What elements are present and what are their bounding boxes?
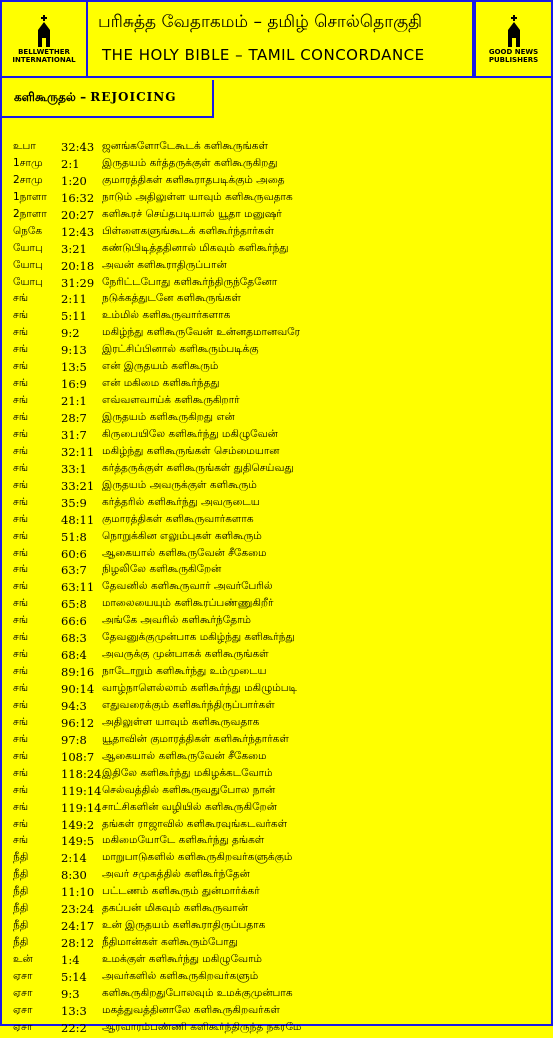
list-item: [13, 699, 543, 716]
list-item: [13, 631, 543, 648]
verse-reference: 22:2: [61, 1020, 87, 1035]
book-abbrev: ஏசா: [13, 969, 33, 982]
verse-excerpt: வாழ்நாளெல்லாம் களிகூர்ந்து மகிழும்படி: [102, 682, 297, 694]
book-abbrev: சங்: [13, 478, 29, 491]
list-item: [13, 902, 543, 919]
topic-english: REJOICING: [90, 90, 177, 104]
church-icon: [34, 14, 54, 48]
verse-reference: 2:11: [61, 292, 87, 307]
verse-excerpt: என் மகிமை களிகூர்ந்தது: [102, 377, 220, 390]
list-item: [13, 597, 543, 614]
verse-reference: 12:43: [61, 224, 95, 239]
list-item: [13, 394, 543, 411]
verse-reference: 24:17: [61, 919, 95, 934]
book-abbrev: நீதி: [13, 868, 29, 881]
verse-excerpt: உன் இருதயம் களிகூராதிருப்பதாக: [102, 919, 266, 932]
verse-excerpt: அவருக்கு முன்பாகக் களிகூருங்கள்: [102, 648, 269, 661]
verse-reference: 89:16: [61, 665, 95, 680]
verse-excerpt: குமாரத்திகள் களிகூருவார்களாக: [102, 512, 254, 525]
verse-excerpt: அவன் களிகூராதிருப்பான்: [102, 258, 227, 271]
verse-reference: 32:11: [61, 444, 95, 459]
header-divider: [2, 76, 551, 78]
verse-excerpt: உம்மில் களிகூருவார்களாக: [102, 309, 231, 322]
list-item: [13, 259, 543, 276]
verse-excerpt: மகிழ்ந்து களிகூருவேன் உன்னதமானவரே: [102, 326, 301, 339]
book-abbrev: சங்: [13, 394, 29, 407]
list-item: [13, 292, 543, 309]
verse-reference: 9:3: [61, 986, 80, 1001]
verse-reference: 68:3: [61, 631, 87, 646]
topic-dash: –: [80, 90, 87, 104]
list-item: [13, 140, 543, 157]
list-item: [13, 208, 543, 225]
list-item: [13, 784, 543, 801]
verse-excerpt: குமாரத்திகள் களிகூராதபடிக்கும் அதை: [102, 173, 285, 186]
list-item: [13, 665, 543, 682]
book-abbrev: சங்: [13, 800, 29, 813]
verse-excerpt: மாலையையும் களிகூரப்பண்ணுகிறீர்: [102, 597, 274, 610]
book-abbrev: சங்: [13, 766, 29, 779]
title-tamil: பரிசுத்த வேதாகமம் – தமிழ் சொல்தொகுதி: [98, 12, 423, 32]
book-abbrev: சங்: [13, 817, 29, 830]
verse-reference: 16:9: [61, 377, 87, 392]
list-item: [13, 801, 543, 818]
verse-reference: 96:12: [61, 715, 95, 730]
list-item: [13, 1004, 543, 1021]
verse-excerpt: மகத்துவத்தினாலே களிகூருகிறவர்கள்: [102, 1003, 280, 1016]
verse-reference: 94:3: [61, 698, 87, 713]
book-abbrev: சங்: [13, 512, 29, 525]
list-item: [13, 428, 543, 445]
list-item: [13, 513, 543, 530]
verse-excerpt: அங்கே அவரில் களிகூர்ந்தோம்: [102, 614, 252, 627]
verse-reference: 5:11: [61, 309, 87, 324]
list-item: [13, 580, 543, 597]
verse-excerpt: கர்த்தருக்குள் களிகூருங்கள் துதிசெய்வது: [102, 461, 294, 474]
list-item: [13, 377, 543, 394]
verse-reference: 31:7: [61, 427, 87, 442]
book-abbrev: சங்: [13, 682, 29, 694]
book-abbrev: சங்: [13, 427, 29, 440]
book-abbrev: சங்: [13, 749, 29, 762]
verse-reference: 28:12: [61, 936, 95, 951]
verse-excerpt: பட்டணம் களிகூரும் துன்மார்க்கர்: [102, 885, 260, 898]
list-item: [13, 496, 543, 513]
book-abbrev: ஏசா: [13, 1003, 33, 1016]
verse-reference: 118:24: [61, 766, 102, 781]
church-icon: [504, 14, 524, 48]
good-news-logo: [474, 2, 551, 76]
verse-excerpt: நேரிட்டபோது களிகூர்ந்திருந்தேனோ: [102, 275, 278, 288]
verse-excerpt: நாடும் அதிலுள்ள யாவும் களிகூருவதாக: [102, 190, 293, 203]
book-abbrev: சங்: [13, 631, 29, 644]
book-abbrev: யோபு: [13, 258, 43, 271]
book-abbrev: ஏசா: [13, 986, 33, 999]
verse-excerpt: கண்டுபிடித்ததினால் மிகவும் களிகூர்ந்து: [102, 241, 289, 254]
book-abbrev: சங்: [13, 292, 29, 305]
right-logo-line2: PUBLISHERS: [488, 56, 539, 64]
verse-excerpt: களிகூரச் செய்தபடியால் யூதா மனுஷர்: [102, 207, 282, 220]
verse-excerpt: இருதயம் கர்த்தருக்குள் களிகூருகிறது: [102, 156, 278, 169]
verse-excerpt: தங்கள் ராஜாவில் களிகூரவுங்கடவர்கள்: [102, 817, 288, 830]
book-abbrev: சங்: [13, 563, 29, 576]
topic-tamil: களிகூருதல்: [14, 90, 76, 104]
bellwether-logo: [2, 2, 88, 76]
list-item: [13, 563, 543, 580]
verse-reference: 65:8: [61, 597, 87, 612]
book-abbrev: 1சாமு: [13, 156, 43, 169]
verse-excerpt: நடுக்கத்துடனே களிகூருங்கள்: [102, 292, 241, 305]
left-logo-line2: INTERNATIONAL: [12, 56, 76, 64]
book-abbrev: நீதி: [13, 851, 29, 864]
verse-excerpt: மாறுபாடுகளில் களிகூருகிறவர்களுக்கும்: [102, 851, 293, 864]
verse-excerpt: உமக்குள் களிகூர்ந்து மகிழுவோம்: [102, 953, 263, 965]
verse-reference: 119:14: [61, 783, 102, 798]
verse-excerpt: அதிலுள்ள யாவும் களிகூருவதாக: [102, 715, 260, 728]
list-item: [13, 868, 543, 885]
verse-reference: 63:7: [61, 563, 87, 578]
book-abbrev: சங்: [13, 461, 29, 474]
book-abbrev: சங்: [13, 614, 29, 627]
verse-reference: 28:7: [61, 411, 87, 425]
list-item: [13, 733, 543, 750]
verse-reference: 23:24: [61, 902, 95, 917]
title-english: THE HOLY BIBLE – TAMIL CONCORDANCE: [102, 46, 425, 64]
verse-reference: 21:1: [61, 394, 87, 409]
verse-reference: 68:4: [61, 648, 87, 663]
book-abbrev: யோபு: [13, 275, 43, 288]
book-abbrev: நெகே: [13, 224, 43, 237]
book-abbrev: ஏசா: [13, 1020, 33, 1033]
book-abbrev: 2நாளா: [13, 207, 47, 220]
verse-excerpt: களிகூருகிறதுபோலவும் உமக்குமுன்பாக: [102, 986, 293, 999]
verse-reference: 51:8: [61, 529, 87, 544]
book-abbrev: 1நாளா: [13, 190, 47, 203]
verse-excerpt: தேவனில் களிகூருவார் அவர்பேரில்: [102, 580, 273, 593]
verse-excerpt: இதிலே களிகூர்ந்து மகிழக்கடவோம்: [102, 766, 273, 779]
verse-reference: 9:13: [61, 343, 87, 358]
book-abbrev: சங்: [13, 309, 29, 322]
verse-reference: 35:9: [61, 495, 87, 510]
book-abbrev: சங்: [13, 698, 29, 711]
verse-reference: 3:21: [61, 241, 87, 256]
verse-excerpt: இரட்சிப்பினால் களிகூரும்படிக்கு: [102, 343, 259, 356]
verse-reference: 66:6: [61, 614, 87, 629]
verse-reference: 5:14: [61, 969, 87, 984]
verse-reference: 1:4: [61, 953, 80, 967]
list-item: [13, 445, 543, 462]
left-logo-line1: BELLWETHER: [18, 48, 70, 56]
verse-reference: 63:11: [61, 580, 95, 595]
list-item: [13, 174, 543, 191]
book-abbrev: சங்: [13, 360, 29, 373]
list-item: [13, 885, 543, 902]
list-item: [13, 851, 543, 868]
book-abbrev: சங்: [13, 326, 29, 339]
verse-excerpt: சாட்சிகளின் வழியில் களிகூருகிறேன்: [102, 800, 277, 813]
verse-reference: 20:27: [61, 207, 95, 222]
verse-reference: 20:18: [61, 258, 95, 273]
list-item: [13, 343, 543, 360]
list-item: [13, 360, 543, 377]
list-item: [13, 614, 543, 631]
list-item: [13, 919, 543, 936]
verse-excerpt: நாடோறும் களிகூர்ந்து உம்முடைய: [102, 665, 267, 678]
book-abbrev: சங்: [13, 834, 29, 847]
book-abbrev: நீதி: [13, 902, 29, 915]
book-abbrev: சங்: [13, 377, 29, 390]
list-item: [13, 276, 543, 293]
verse-excerpt: தகப்பன் மிகவும் களிகூருவான்: [102, 902, 248, 915]
list-item: [13, 191, 543, 208]
book-abbrev: சங்: [13, 783, 29, 796]
book-abbrev: நீதி: [13, 919, 29, 932]
list-item: [13, 225, 543, 242]
verse-excerpt: ஆகையால் களிகூருவேன் சீகேமை: [102, 749, 267, 762]
book-abbrev: யோபு: [13, 241, 43, 254]
book-abbrev: சங்: [13, 411, 29, 423]
verse-reference: 2:1: [61, 156, 80, 171]
list-item: [13, 411, 543, 428]
verse-excerpt: ஜனங்களோடேகூடக் களிகூருங்கள்: [102, 140, 268, 152]
verse-reference: 2:14: [61, 851, 87, 866]
list-item: [13, 547, 543, 564]
book-abbrev: சங்: [13, 665, 29, 678]
right-logo-line1: GOOD NEWS: [488, 48, 539, 56]
verse-excerpt: நீதிமான்கள் களிகூரும்போது: [102, 936, 238, 949]
verse-reference: 90:14: [61, 682, 95, 696]
verse-excerpt: யூதாவின் குமாரத்திகள் களிகூர்ந்தார்கள்: [102, 732, 289, 745]
verse-reference: 13:5: [61, 360, 87, 375]
verse-reference: 1:20: [61, 173, 87, 188]
list-item: [13, 953, 543, 970]
verse-excerpt: நொறுக்கின எலும்புகள் களிகூரும்: [102, 529, 262, 542]
book-abbrev: உபா: [13, 140, 36, 152]
list-item: [13, 1021, 543, 1038]
list-item: [13, 818, 543, 835]
verse-reference: 97:8: [61, 732, 87, 747]
list-item: [13, 987, 543, 1004]
list-item: [13, 309, 543, 326]
verse-excerpt: இருதயம் அவருக்குள் களிகூரும்: [102, 478, 257, 491]
verse-reference: 149:2: [61, 817, 95, 832]
list-item: [13, 682, 543, 699]
page-header: [2, 2, 551, 78]
verse-reference: 33:21: [61, 478, 95, 493]
list-item: [13, 936, 543, 953]
book-abbrev: சங்: [13, 546, 29, 559]
book-abbrev: நீதி: [13, 885, 29, 898]
book-abbrev: நீதி: [13, 936, 29, 949]
book-abbrev: சங்: [13, 715, 29, 728]
verse-reference: 9:2: [61, 326, 80, 341]
verse-reference: 108:7: [61, 749, 95, 764]
verse-reference: 16:32: [61, 190, 95, 205]
verse-excerpt: நிழலிலே களிகூருகிறேன்: [102, 563, 222, 576]
topic-heading: [14, 90, 177, 106]
book-abbrev: சங்: [13, 343, 29, 356]
verse-excerpt: எதுவரைக்கும் களிகூர்ந்திருப்பார்கள்: [102, 698, 275, 711]
topic-box: [2, 80, 214, 118]
list-item: [13, 970, 543, 987]
list-item: [13, 326, 543, 343]
concordance-list: [13, 140, 543, 1038]
verse-excerpt: என் இருதயம் களிகூரும்: [102, 360, 219, 373]
verse-reference: 60:6: [61, 546, 87, 561]
book-abbrev: சங்: [13, 597, 29, 610]
list-item: [13, 648, 543, 665]
book-abbrev: 2சாமு: [13, 173, 43, 186]
list-item: [13, 767, 543, 784]
verse-reference: 13:3: [61, 1003, 87, 1018]
verse-reference: 31:29: [61, 275, 95, 290]
verse-excerpt: மகிமையோடே களிகூர்ந்து தங்கள்: [102, 834, 265, 847]
list-item: [13, 834, 543, 851]
verse-excerpt: தேவனுக்குமுன்பாக மகிழ்ந்து களிகூர்ந்து: [102, 631, 295, 644]
verse-reference: 33:1: [61, 461, 87, 476]
verse-reference: 119:14: [61, 800, 102, 815]
verse-excerpt: மகிழ்ந்து களிகூருங்கள் செம்மையான: [102, 444, 280, 457]
verse-reference: 48:11: [61, 512, 95, 527]
book-abbrev: உன்: [13, 953, 33, 965]
verse-reference: 32:43: [61, 140, 95, 154]
list-item: [13, 462, 543, 479]
verse-excerpt: ஆரவாரம்பண்ணி களிகூர்ந்திருந்த நகரமே: [102, 1020, 302, 1033]
verse-reference: 11:10: [61, 885, 95, 900]
verse-reference: 149:5: [61, 834, 95, 849]
book-abbrev: சங்: [13, 732, 29, 745]
verse-excerpt: அவர் சமுகத்தில் களிகூர்ந்தேன்: [102, 868, 250, 881]
verse-excerpt: செல்வத்தில் களிகூருவதுபோல நான்: [102, 783, 276, 796]
verse-excerpt: அவர்களில் களிகூருகிறவர்களும்: [102, 969, 259, 982]
list-item: [13, 716, 543, 733]
verse-excerpt: கிருபையிலே களிகூர்ந்து மகிழுவேன்: [102, 427, 278, 440]
book-abbrev: சங்: [13, 529, 29, 542]
verse-excerpt: இருதயம் களிகூருகிறது என்: [102, 411, 235, 423]
book-abbrev: சங்: [13, 444, 29, 457]
verse-reference: 8:30: [61, 868, 87, 883]
book-abbrev: சங்: [13, 648, 29, 661]
list-item: [13, 479, 543, 496]
verse-excerpt: எவ்வளவாய்க் களிகூருகிறார்: [102, 394, 240, 407]
title-box: [88, 2, 474, 76]
list-item: [13, 157, 543, 174]
verse-excerpt: பிள்ளைகளுங்கூடக் களிகூர்ந்தார்கள்: [102, 224, 274, 237]
book-abbrev: சங்: [13, 495, 29, 508]
list-item: [13, 530, 543, 547]
list-item: [13, 750, 543, 767]
book-abbrev: சங்: [13, 580, 29, 593]
verse-excerpt: கர்த்தரில் களிகூர்ந்து அவருடைய: [102, 495, 260, 508]
list-item: [13, 242, 543, 259]
verse-excerpt: ஆகையால் களிகூருவேன் சீகேமை: [102, 546, 267, 559]
